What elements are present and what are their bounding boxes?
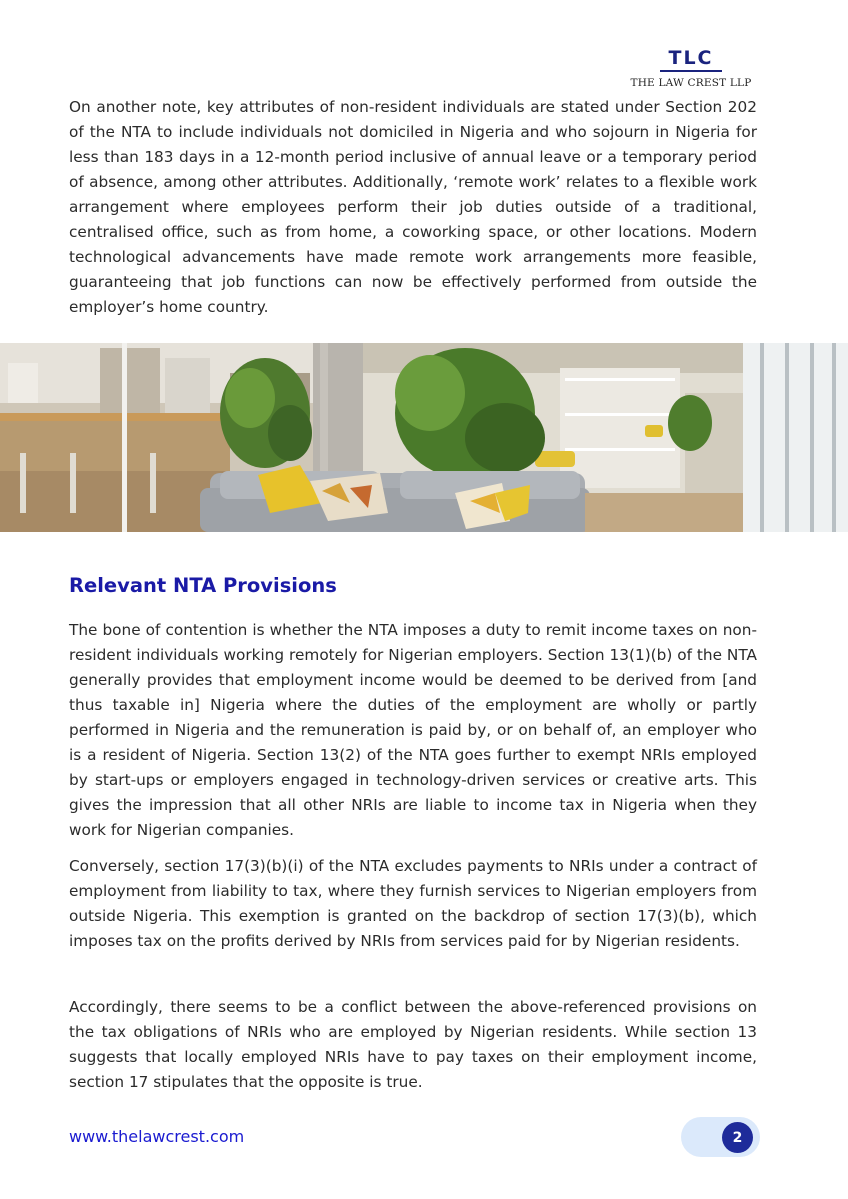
body-paragraph-1: On another note, key attributes of non-resident individuals are stated under Section 202 of the NTA to include individuals not domiciled in Nigeria and who sojourn in Nigeria for less than 183 days in a 12-month period inclusive of annual leave or a temporary period of absence, among other attributes. Additionally, ‘remote work’ relates to a flexible work arrangement where employees perform their job duties outside of a traditional, centralised office, such as from home, a coworking space, or other locations. Modern technological advancements have made remote work arrangements more feasible, guaranteeing that job functions can now be effectively performed from outside the employer’s home country. (69, 98, 757, 316)
section-heading: Relevant NTA Provisions (69, 574, 337, 597)
website-link[interactable]: www.thelawcrest.com (69, 1127, 245, 1146)
body-paragraph-4: Accordingly, there seems to be a conflict between the above-referenced provisions on the tax obligations of NRIs who are employed by Nigerian residents. While section 13 suggests that locally employed NRIs have to pay taxes on their employment income, section 17 stipulates that the opposite is true. (69, 998, 757, 1091)
logo-mark: TLC (668, 47, 714, 69)
logo-firm-name: THE LAW CREST LLP (630, 76, 752, 89)
body-paragraph-2: The bone of contention is whether the NTA imposes a duty to remit income taxes on non-resident individuals working remotely for Nigerian employers. Section 13(1)(b) of the NTA generally provides that employment income would be deemed to be derived from [and thus taxable in] Nigeria where the duties of the employment are wholly or partly performed in Nigeria and the remuneration is paid by, or on behalf of, an employer who is a resident of Nigeria. Section 13(2) of the NTA goes further to exempt NRIs employed by start-ups or employers engaged in technology-driven services or creative arts. This gives the impression that all other NRIs are liable to income tax in Nigeria when they work for Nigerian companies. (69, 621, 757, 839)
page-number-badge: 2 (722, 1122, 753, 1153)
logo-divider (660, 70, 722, 72)
body-paragraph-3: Conversely, section 17(3)(b)(i) of the NTA excludes payments to NRIs under a contract of employment from liability to tax, where they furnish services to Nigerian employers from outside Nigeria. This exemption is granted on the backdrop of section 17(3)(b), which imposes tax on the profits derived by NRIs from services paid for by Nigerian residents. (69, 857, 757, 950)
office-photo (0, 343, 848, 532)
firm-logo (626, 48, 756, 89)
